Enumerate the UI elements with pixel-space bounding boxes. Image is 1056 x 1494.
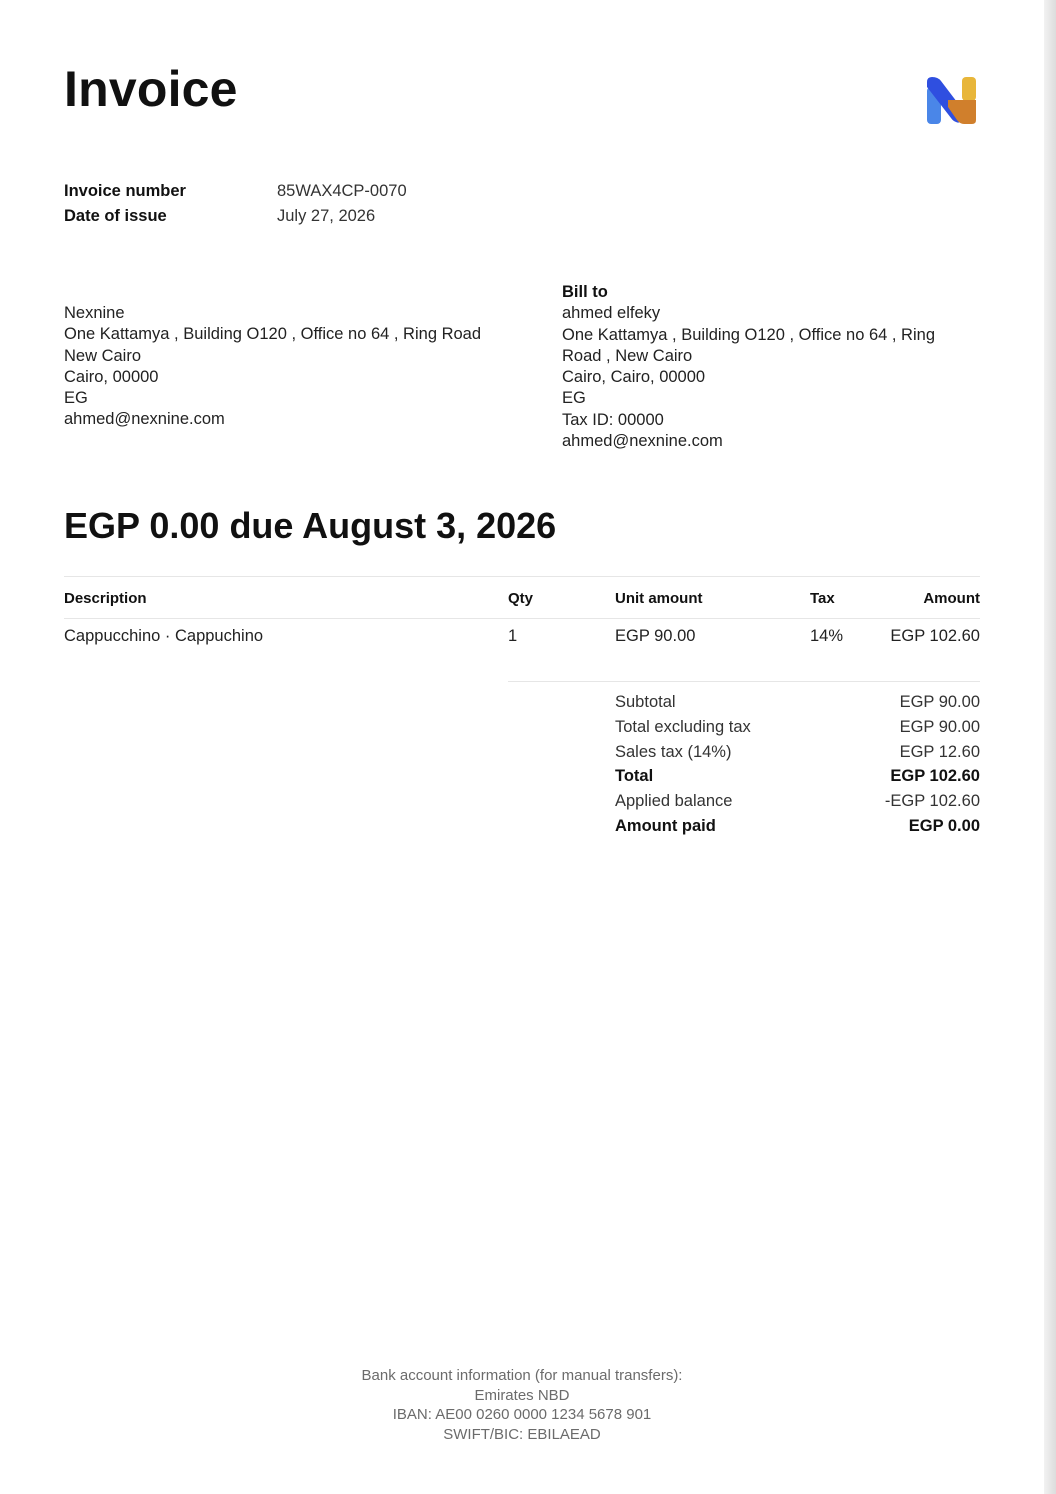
column-header-amount: Amount	[923, 590, 980, 607]
invoice-title: Invoice	[64, 61, 238, 117]
bill-to-country: EG	[562, 389, 586, 408]
applied-balance-row	[615, 789, 980, 814]
bill-to-street-1: One Kattamya , Building O120 , Office no 64 , Ring	[562, 325, 935, 344]
amount-paid-label: Amount paid	[615, 816, 716, 835]
n-letter-logo-icon	[926, 76, 976, 124]
bill-to-address	[562, 282, 962, 452]
seller-email: ahmed@nexnine.com	[64, 410, 225, 429]
bill-to-street-2: Road , New Cairo	[562, 346, 693, 365]
amount-paid-row	[615, 814, 980, 839]
date-of-issue-row	[64, 204, 407, 229]
total-excluding-tax-value: EGP 90.00	[899, 717, 980, 736]
seller-address	[64, 303, 514, 431]
seller-city: Cairo, 00000	[64, 367, 159, 386]
amount-due-headline: EGP 0.00 due August 3, 2026	[64, 505, 557, 546]
sales-tax-value: EGP 12.60	[899, 742, 980, 761]
total-excluding-tax-row	[615, 715, 980, 740]
row-tax: 14%	[810, 627, 844, 645]
bill-to-tax-id: Tax ID: 00000	[562, 410, 664, 429]
total-label: Total	[615, 767, 654, 786]
date-of-issue-label: Date of issue	[64, 207, 167, 225]
sales-tax-row	[615, 740, 980, 765]
total-excluding-tax-label: Total excluding tax	[615, 717, 751, 736]
date-of-issue-value: July 27, 2026	[277, 207, 376, 225]
row-amount: EGP 102.60	[890, 627, 980, 645]
bank-info-heading: Bank account information (for manual transfers):	[361, 1367, 683, 1384]
bank-name: Emirates NBD	[474, 1386, 570, 1404]
amount-paid-value: EGP 0.00	[908, 816, 980, 835]
invoice-meta	[64, 179, 407, 229]
bank-swift: SWIFT/BIC: EBILAEAD	[443, 1425, 601, 1443]
column-header-description: Description	[64, 590, 147, 607]
row-unit-amount: EGP 90.00	[615, 627, 696, 645]
total-value: EGP 102.60	[890, 767, 980, 786]
column-header-tax: Tax	[810, 590, 835, 607]
invoice-number-label: Invoice number	[64, 182, 186, 200]
table-header-divider	[64, 618, 980, 619]
bank-info-footer	[0, 1366, 1044, 1444]
bill-to-city: Cairo, Cairo, 00000	[562, 368, 706, 387]
totals-summary	[615, 690, 980, 839]
column-header-unit-amount: Unit amount	[615, 590, 703, 607]
bill-to-email: ahmed@nexnine.com	[562, 432, 723, 451]
bank-iban: IBAN: AE00 0260 0000 1234 5678 901	[392, 1406, 652, 1424]
seller-street: One Kattamya , Building O120 , Office no 64 , Ring Road	[64, 325, 482, 344]
row-qty: 1	[508, 627, 518, 645]
seller-district: New Cairo	[64, 346, 142, 365]
applied-balance-value: -EGP 102.60	[884, 792, 980, 811]
totals-divider	[508, 681, 980, 682]
column-header-qty: Qty	[508, 590, 534, 607]
bill-to-name: ahmed elfeky	[562, 304, 661, 323]
total-row	[615, 764, 980, 789]
row-description: Cappucchino · Cappuchino	[64, 627, 264, 645]
invoice-number-value: 85WAX4CP-0070	[277, 182, 407, 200]
invoice-number-row	[64, 179, 407, 204]
seller-name: Nexnine	[64, 304, 125, 322]
sales-tax-label: Sales tax (14%)	[615, 742, 732, 761]
subtotal-label: Subtotal	[615, 693, 676, 711]
applied-balance-label: Applied balance	[615, 792, 733, 811]
page-edge-shadow	[1044, 0, 1056, 1494]
bill-to-heading: Bill to	[562, 283, 608, 301]
seller-country: EG	[64, 389, 88, 408]
subtotal-value: EGP 90.00	[899, 693, 980, 711]
table-top-divider	[64, 576, 980, 577]
subtotal-row	[615, 690, 980, 715]
